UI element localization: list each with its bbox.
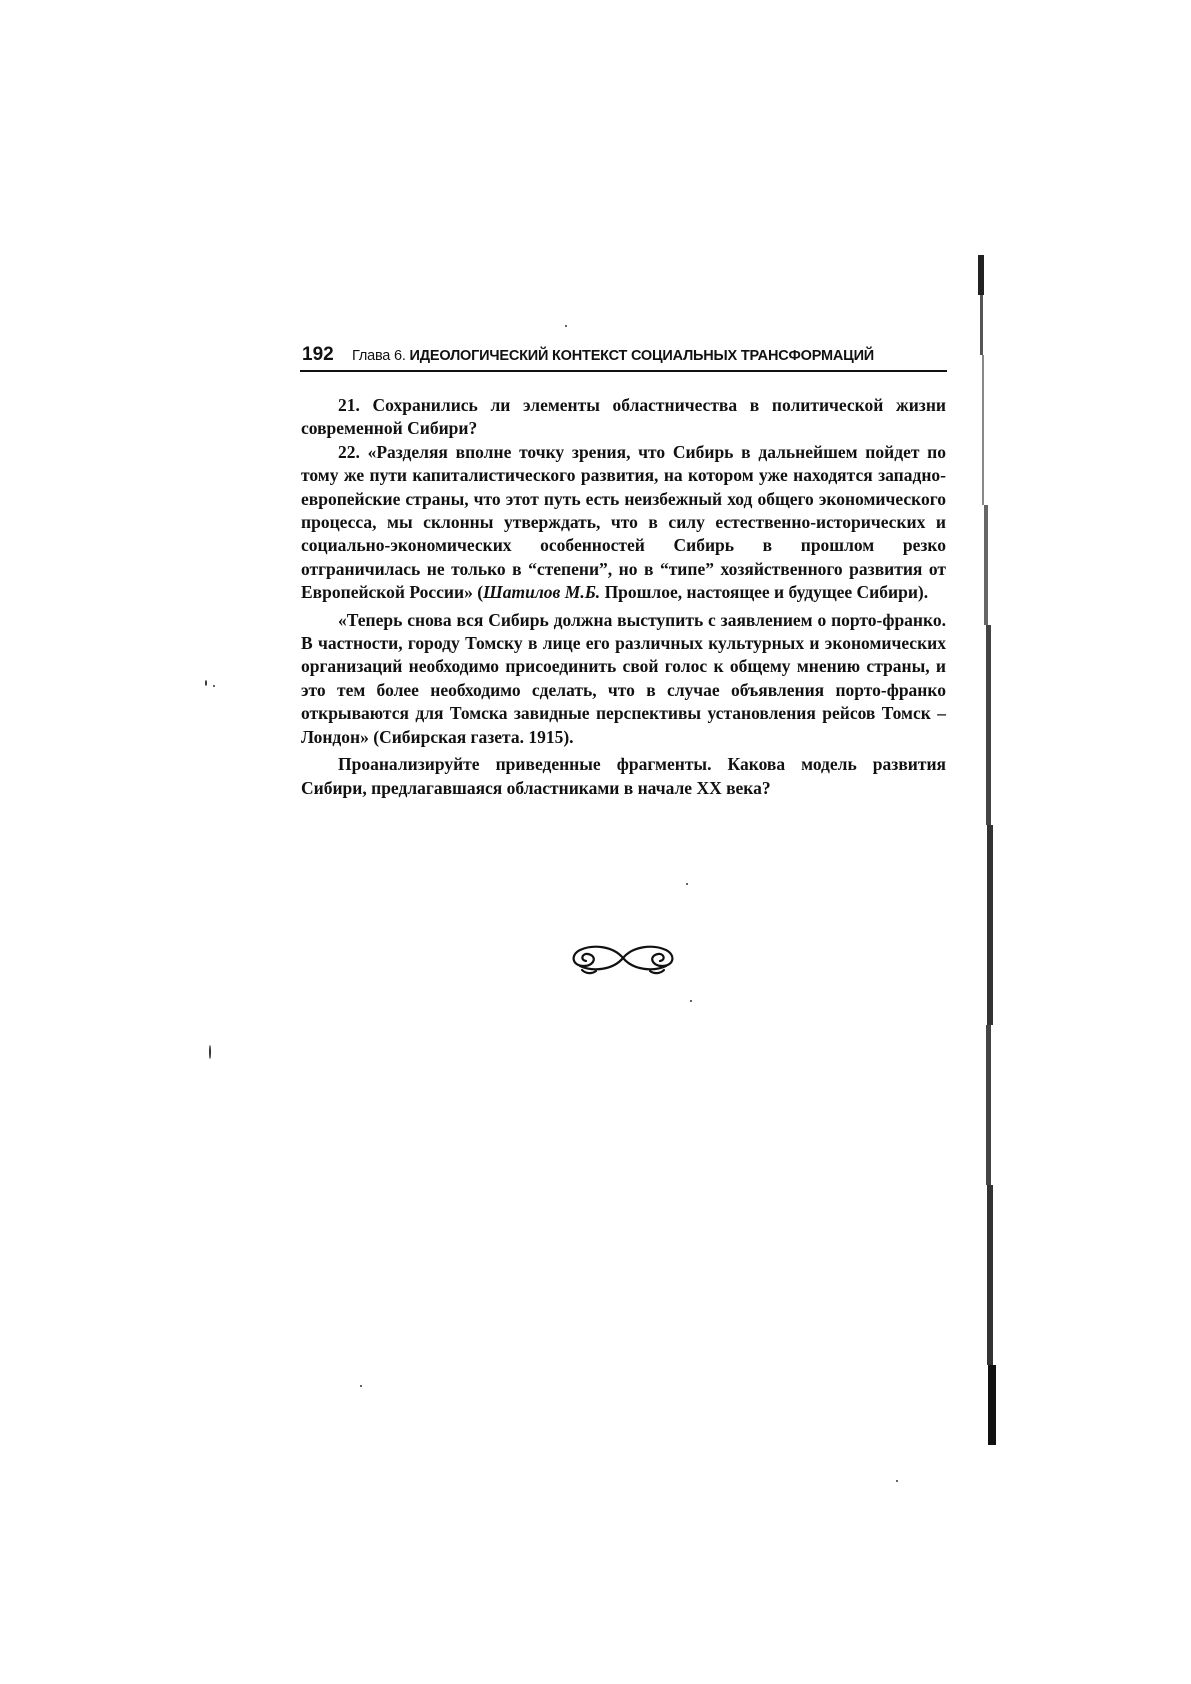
quote-paragraph: «Теперь снова вся Сибирь должна выступить с заявлением о порто-франко. В частности, городу Томску в лице его различных культурных и экономических организаций необходимо присоединить свой голос к общему мнению страны, и это тем более необходимо сделать, что в случае объявления порто-франко открываются для Томска завидные перспективы установления рейсов Томск – Лондон» (Сибирская газета. 1915). <box>301 609 946 747</box>
scan-speck <box>565 325 567 327</box>
scan-speck <box>686 883 688 885</box>
running-header <box>300 340 947 372</box>
question-21: 21. Сохранились ли элементы областничества в политической жизни современной Сибири? <box>301 395 946 439</box>
running-title <box>352 348 874 364</box>
quote-author: Шатилов М.Б. <box>483 582 601 603</box>
scan-speck <box>690 1000 692 1002</box>
chapter-label: Глава 6. <box>352 348 406 364</box>
task-paragraph: Проанализируйте приведенные фрагменты. Какова модель развития Сибири, предлагавшаяся областниками в начале XX века? <box>301 754 946 798</box>
scan-speck <box>213 685 215 687</box>
flourish-ornament-icon <box>568 938 678 978</box>
page-body <box>301 394 946 800</box>
page-number: 192 <box>302 344 334 365</box>
quote-source: Прошлое, настоящее и будущее Сибири). <box>600 582 929 603</box>
chapter-title: ИДЕОЛОГИЧЕСКИЙ КОНТЕКСТ СОЦИАЛЬНЫХ ТРАНСФОРМАЦИЙ <box>409 348 875 364</box>
scan-speck <box>209 1045 211 1059</box>
scan-speck <box>205 680 207 686</box>
question-22 <box>301 441 946 605</box>
scan-speck <box>896 1480 898 1482</box>
scan-speck <box>360 1385 362 1387</box>
question-22-quote: 22. «Разделяя вполне точку зрения, что Сибирь в дальнейшем пойдет по тому же пути капиталистического развития, на котором уже находятся западно-европейские страны, что этот путь есть неизбежный ход общего экономического процесса, мы склонны утверждать, что в силу естественно-исторических и социально-экономических особенностей Сибирь в прошлом резко отграничилась не только в “степени”, но в “типе” хозяйственного развития от Европейской России» ( <box>301 441 946 603</box>
scan-edge-shadow <box>978 255 1000 1445</box>
